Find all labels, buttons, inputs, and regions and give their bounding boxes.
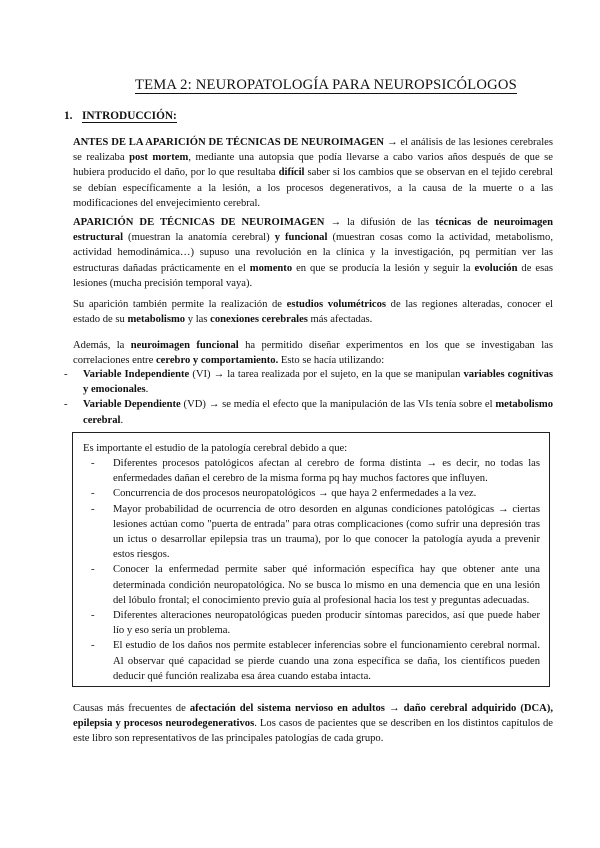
paragraph-volumetric-studies: Su aparición también permite la realización de estudios volumétricos de las regiones alteradas, conocer el estado de su metabolismo y las conexiones cerebrales más afectadas. [73, 299, 553, 326]
list-item: - Variable Dependiente (VD) → se medía el efecto que la manipulación de las VIs tenía sobre el metabolismo cerebral. [64, 399, 553, 426]
list-item: - Mayor probabilidad de ocurrencia de otro desorden en algunas condiciones patológicas → ciertas lesiones actúan como "puerta de entrada" para otras complicaciones (como sufrir una depresión tras un ictus o desarrollar epilepsia tras un trauma), por lo que conocer la patología ayuda a prevenir estos riesgos. [91, 503, 540, 561]
section-label: INTRODUCCIÓN: [82, 110, 177, 122]
list-item: - Concurrencia de dos procesos neuropatológicos → que haya 2 enfermedades a la vez. [91, 488, 477, 500]
list-item: - Diferentes alteraciones neuropatológicas pueden producir síntomas parecidos, así que puede haber lío y eso sería un problema. [91, 610, 540, 637]
paragraph-neuroimaging-techniques: APARICIÓN DE TÉCNICAS DE NEUROIMAGEN → la difusión de las técnicas de neuroimagen estructural (muestran la anatomía cerebral) y funcional (muestran cosas como la actividad, metabolismo, actividad hemodinámica…) supuso una revolución en la clínica y la investigación, pq permitían ver las estructuras dañadas prácticamente en el momento en que se producía la lesión y seguir la evolución de esas lesiones (mucha precisión temporal vaya). [73, 217, 554, 289]
box-list [91, 456, 540, 684]
list-item: - Diferentes procesos patológicos afectan al cerebro de forma distinta → es decir, no todas las enfermedades dañan el cerebro de la misma forma pq hay muchos factores que influyen. [91, 458, 540, 485]
box-intro: Es importante el estudio de la patología cerebral debido a que: [83, 443, 348, 454]
paragraph-functional-neuroimaging: Además, la neuroimagen funcional ha permitido diseñar experimentos en los que se investigaban las correlaciones entre cerebro y comportamiento. Esto se hacía utilizando: [73, 340, 553, 367]
importance-box [72, 432, 550, 687]
variables-list [64, 367, 553, 428]
document-title: TEMA 2: NEUROPATOLOGÍA PARA NEUROPSICÓLOGOS [135, 77, 517, 93]
section-number: 1. [64, 110, 73, 122]
paragraph-before-neuroimaging: ANTES DE LA APARICIÓN DE TÉCNICAS DE NEUROIMAGEN → el análisis de las lesiones cerebrales se realizaba post mortem, mediante una autopsia que podía llevarse a cabo varios años después de que se hubiera producido el daño, por lo que resultaba difícil saber si los cambios que se observan en el tejido cerebral se debían específicamente a la lesión, a los procesos degenerativos, a la causa de la muerte o a las modificaciones del envejecimiento cerebral. [73, 137, 554, 209]
list-item: - Variable Independiente (VI) → la tarea realizada por el sujeto, en la que se manipulan variables cognitivas y emocionales. [64, 369, 554, 396]
list-item: - El estudio de los daños nos permite establecer inferencias sobre el funcionamiento cerebral normal. Al observar qué capacidad se pierde cuando una zona específica se daña, los científicos pueden deducir qué función realizaba esa área cuando estaba intacta. [91, 640, 540, 682]
paragraph-frequent-causes: Causas más frecuentes de afectación del sistema nervioso en adultos → daño cerebral adquirido (DCA), epilepsia y procesos neurodegenerativos. Los casos de pacientes que se describen en los distintos capítulos de este libro son representativos de las principales patologías de cada grupo. [73, 703, 553, 745]
section-heading [64, 109, 177, 124]
list-item: - Conocer la enfermedad permite saber qué información específica hay que obtener ante una determinada condición neuropatológica. No se busca lo mismo en una demencia que en una lesión del lóbulo frontal; el conocimiento previo guía al profesional hacia los test y preguntas adecuadas. [91, 564, 540, 606]
